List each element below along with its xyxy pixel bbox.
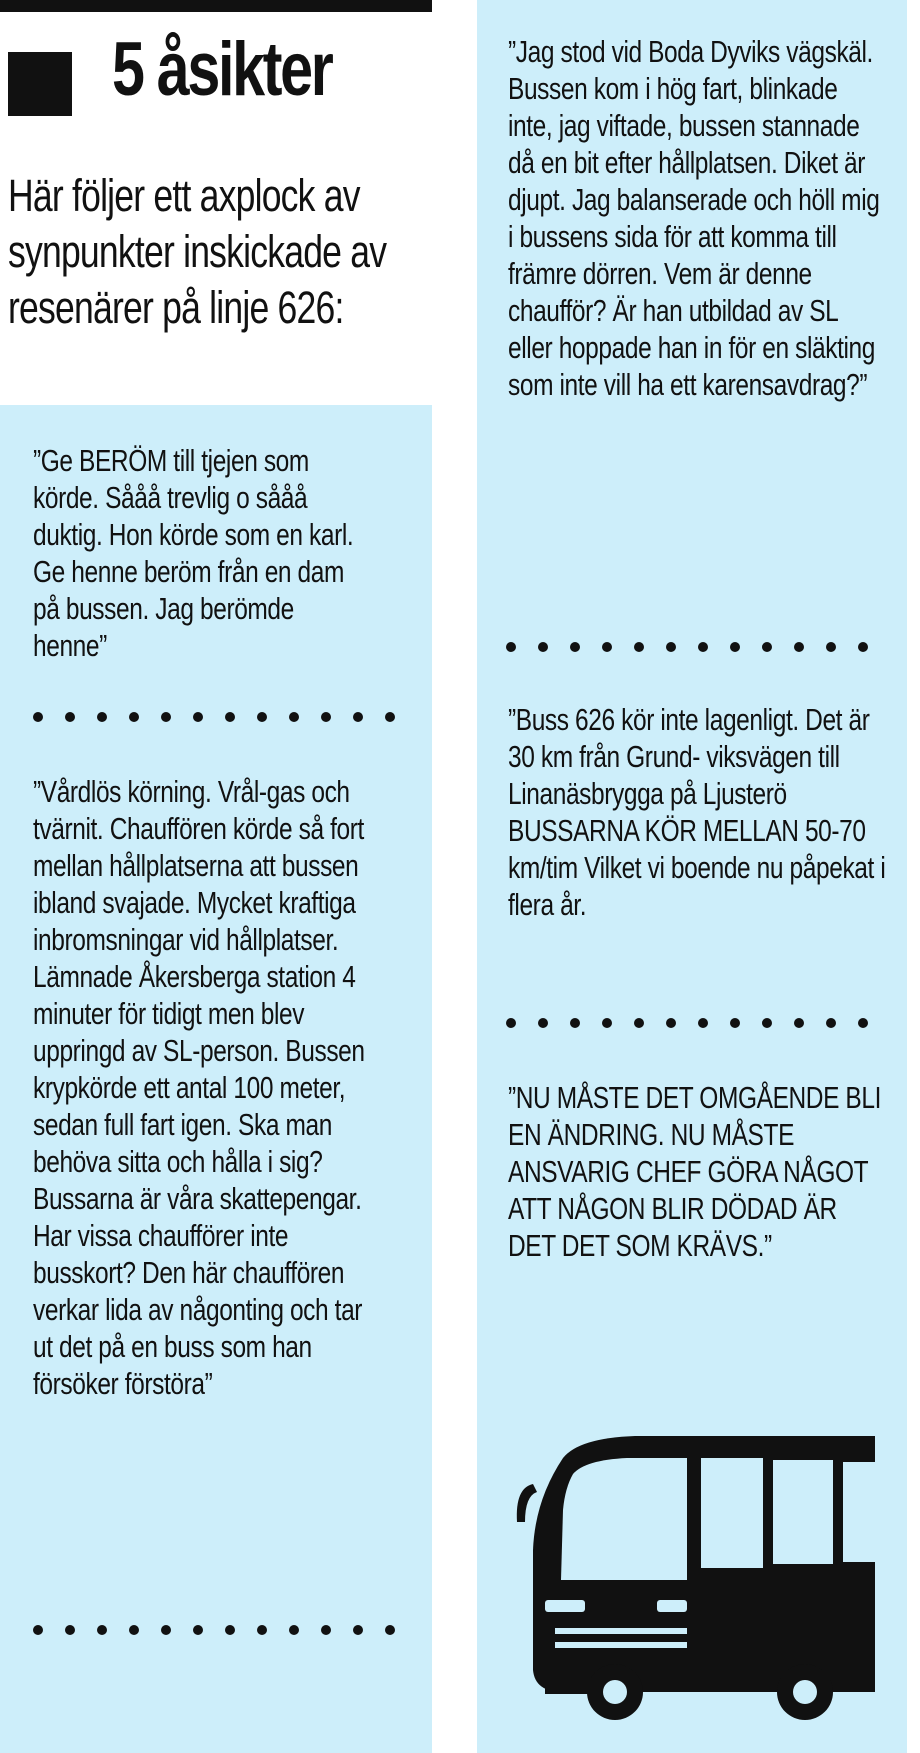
bus-icon — [515, 1430, 875, 1720]
intro-text: Här följer ett axplock av synpunkter inskickade av resenärer på linje 626: — [8, 170, 387, 333]
quote-2: ”Vårdlös körning. Vrål-gas och tvärnit. Chauffören körde så fort mellan hållplatserna att bussen ibland svajade. Mycket kraftiga inbromsningar vid hållplatser. Lämnade Åkersberga station 4 minuter för tidigt men blev uppringd av SL-person. Bussen krypkörde ett antal 100 meter, sedan full fart igen. Ska man behöva sitta och hålla i sig? Bussarna är våra skattepengar. Har vissa chaufförer inte busskort? Den här chauffören verkar lida av någonting och tar ut det på en buss som han försöker förstöra” — [33, 774, 365, 1401]
headline: 5 åsikter — [112, 27, 332, 112]
dot-divider — [30, 1622, 402, 1638]
quote-5: ”NU MÅSTE DET OMGÅENDE BLI EN ÄNDRING. NU MÅSTE ANSVARIG CHEF GÖRA NÅGOT ATT NÅGON BLIR DÖDAD ÄR DET DET SOM KRÄVS.” — [508, 1080, 882, 1263]
quote-1: ”Ge BERÖM till tjejen som körde. Sååå trevlig o sååå duktig. Hon körde som en karl. Ge henne beröm från en dam på bussen. Jag berömde henne” — [33, 443, 354, 663]
dot-divider — [30, 709, 402, 725]
dot-divider — [503, 639, 875, 655]
top-rule — [0, 0, 432, 12]
quote-3: ”Jag stod vid Boda Dyviks vägskäl. Bussen kom i hög fart, blinkade inte, jag viftade, bussen stannade då en bit efter hållplatsen. Diket är djupt. Jag balanserade och höll mig i bussens sida för att komma till främre dörren. Vem är denne chaufför? Är han utbildad av SL eller hoppade han in för en släkting som inte vill ha ett karensavdrag?” — [508, 34, 880, 402]
quote-4: ”Buss 626 kör inte lagenligt. Det är 30 km från Grund- viksvägen till Linanäsbrygga på Ljusterö BUSSARNA KÖR MELLAN 50-70 km/tim Vilket vi boende nu påpekat i flera år. — [508, 702, 886, 922]
dot-divider — [503, 1015, 875, 1031]
black-square-icon — [8, 52, 72, 116]
